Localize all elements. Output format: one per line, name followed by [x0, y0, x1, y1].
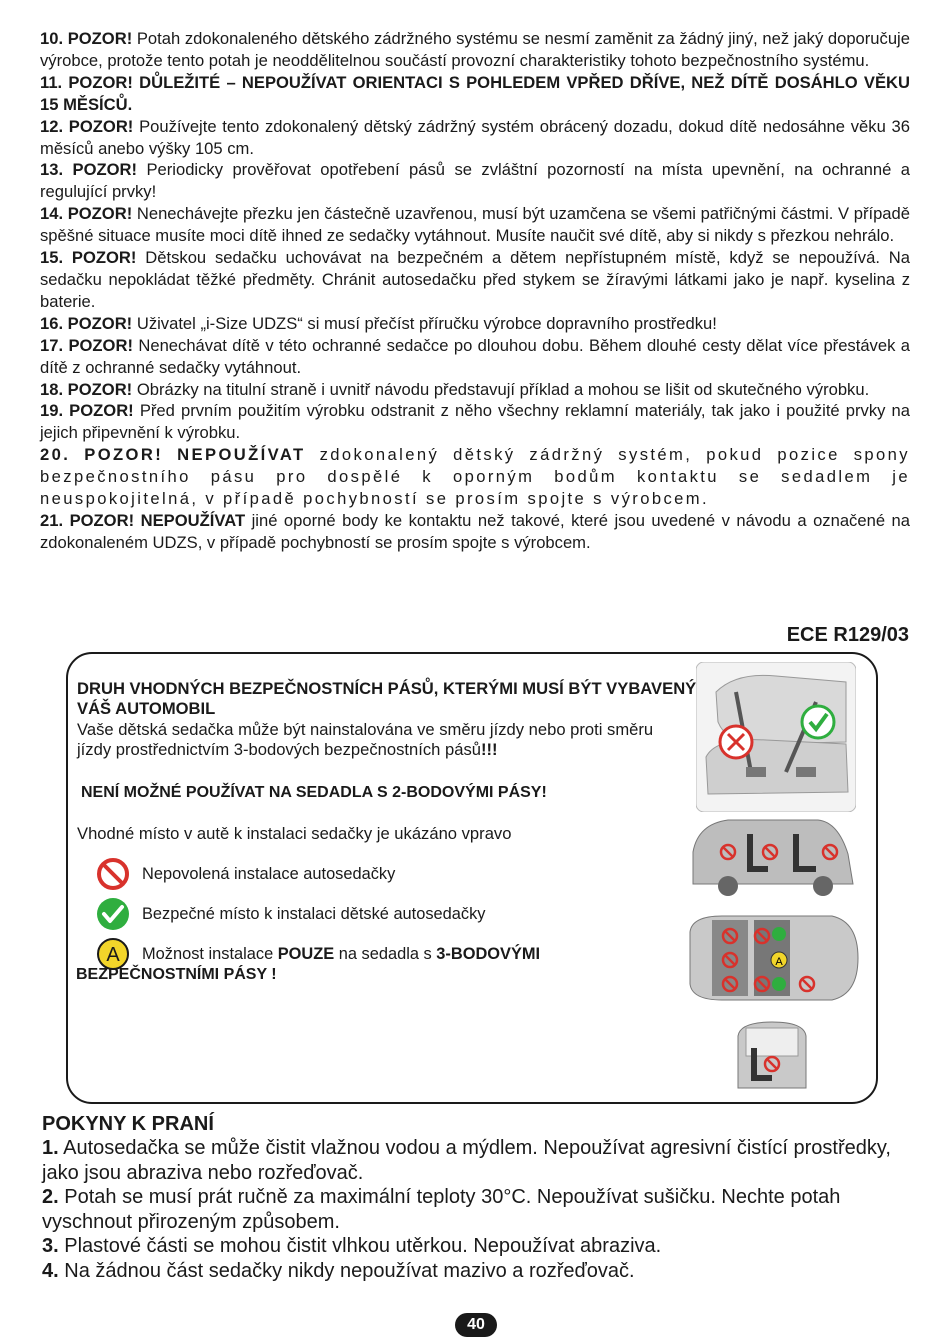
belt-info-heading: DRUH VHODNÝCH BEZPEČNOSTNÍCH PÁSŮ, KTERÝMI MUSÍ BÝT VYBAVENÝ VÁŠ AUTOMOBIL: [77, 679, 697, 718]
warning-12: 12. POZOR! Používejte tento zdokonalený dětský zádržný systém obrácený dozadu, dokud dítě nedosáhne věku 36 měsíců anebo výšky 105 cm.: [40, 116, 910, 158]
svg-text:A: A: [106, 944, 120, 966]
forbidden-x-icon: [720, 726, 752, 758]
warning-19: 19. POZOR! Před prvním použitím výrobku odstranit z něho všechny reklamní materiály, tak jako i použité prvky na jejich připevnění k výrobku.: [40, 401, 910, 443]
ece-standard-label: ECE R129/03: [786, 624, 909, 646]
warning-14: 14. POZOR! Nenechávejte přezku jen částečně uzavřenou, musí být uzamčena se všemi patřičnými částmi. V případě spěšné situace musíte moci dítě ihned ze sedačky vytáhnout. Musíte naučit své dítě, aby si nikdy s přezkou nehrálo.: [40, 204, 910, 246]
warning-15: 15. POZOR! Dětskou sedačku uchovávat na bezpečném a dětem nepřístupném místě, když se nepoužívá. Na sedačku nepokládat těžké předměty. Chránit autosedačku před stykem se žíravými látkami jako je např. kyselina z baterie.: [40, 248, 910, 311]
washing-item-4: 4. Na žádnou část sedačky nikdy nepoužívat mazivo a rozřeďovač.: [42, 1259, 635, 1282]
warning-17: 17. POZOR! Nenechávat dítě v této ochranné sedačce po dlouhou dobu. Během dlouhé cesty dělat více přestávek a dítě z ochranné sedačky vytáhnout.: [40, 335, 910, 377]
belt-info-box: [66, 652, 878, 1104]
check-icon: [96, 897, 130, 931]
car-rear-view-icon: [732, 1018, 812, 1094]
not-possible-note: NENÍ MOŽNÉ POUŽÍVAT NA SEDADLA S 2-BODOVÝMI PÁSY!: [81, 784, 547, 801]
svg-text:A: A: [775, 956, 783, 968]
suitable-place-note: Vhodné místo v autě k instalaci sedačky je ukázáno vpravo: [77, 824, 512, 843]
warning-11: 11. POZOR! DŮLEŽITÉ – NEPOUŽÍVAT ORIENTACI S POHLEDEM VPŘED DŘÍVE, NEŽ DÍTĚ DOSÁHLO VĚKU 15 MĚSÍCŮ.: [40, 72, 910, 114]
washing-item-1: 1. Autosedačka se může čistit vlažnou vodou a mýdlem. Nepoužívat agresivní čistící prostředky, jako jsou abraziva nebo rozřeďovač.: [42, 1137, 891, 1184]
warning-13: 13. POZOR! Periodicky prověřovat opotřebení pásů se zvláštní pozorností na místa upevnění, na ochranné a regulující prvky!: [40, 160, 910, 202]
warning-20: 20. POZOR! NEPOUŽÍVAT zdokonalený dětský zádržný systém, pokud pozice spony bezpečnostního pásu pro dospělé k oporným bodům kontaktu se sedadlem je neuspokojitelná, v případě pochybností se prosím spojte s výrobcem.: [40, 445, 910, 509]
washing-title: POKYNY K PRANÍ: [42, 1113, 214, 1135]
washing-item-3: 3. Plastové části se mohou čistit vlhkou utěrkou. Nepoužívat abraziva.: [42, 1235, 662, 1257]
legend-forbidden: Nepovolená instalace autosedačky: [96, 857, 395, 891]
legend-a-second-line: BEZPEČNOSTNÍMI PÁSY !: [76, 966, 277, 983]
washing-instructions: [42, 1112, 902, 1283]
legend-safe: Bezpečné místo k instalaci dětské autosedačky: [96, 897, 485, 931]
forbidden-icon: [96, 857, 130, 891]
warning-16: 16. POZOR! Uživatel „i-Size UDZS“ si musí přečíst příručku výrobce dopravního prostředku!: [40, 313, 717, 333]
car-side-view-icon: [688, 814, 858, 898]
belt-info-intro: Vaše dětská sedačka může být nainstalována ve směru jízdy nebo proti směru jízdy prostřednictvím 3-bodových bezpečnostních pásů!!!: [77, 720, 654, 759]
approved-check-icon: [802, 706, 834, 738]
legend-a: A Možnost instalace POUZE na sedadla s 3-BODOVÝMI: [96, 937, 540, 971]
warning-21: 21. POZOR! NEPOUŽÍVAT jiné oporné body ke kontaktu než takové, které jsou uvedené v návodu a označené na zdokonaleném UDZS, v případě pochybností se prosím spojte s výrobcem.: [40, 510, 911, 552]
car-top-view-icon: [682, 912, 862, 1004]
page-number: 40: [455, 1313, 497, 1337]
car-seat-illustration: [696, 662, 856, 812]
warnings-list: [40, 28, 910, 554]
warning-10: 10. POZOR! Potah zdokonaleného dětského zádržného systému se nesmí zaměnit za žádný jiný, než jaký doporučuje výrobce, protože tento potah je neoddělitelnou součástí provozní charakteristiky tohoto bezpečnostního systému.: [40, 29, 910, 70]
washing-item-2: 2. Potah se musí prát ručně za maximální teploty 30°C. Nepoužívat sušičku. Nechte potah vyschnout přirozeným způsobem.: [42, 1186, 841, 1233]
warning-18: 18. POZOR! Obrázky na titulní straně i uvnitř návodu představují příklad a mohou se lišit od skutečného výrobku.: [40, 379, 870, 399]
